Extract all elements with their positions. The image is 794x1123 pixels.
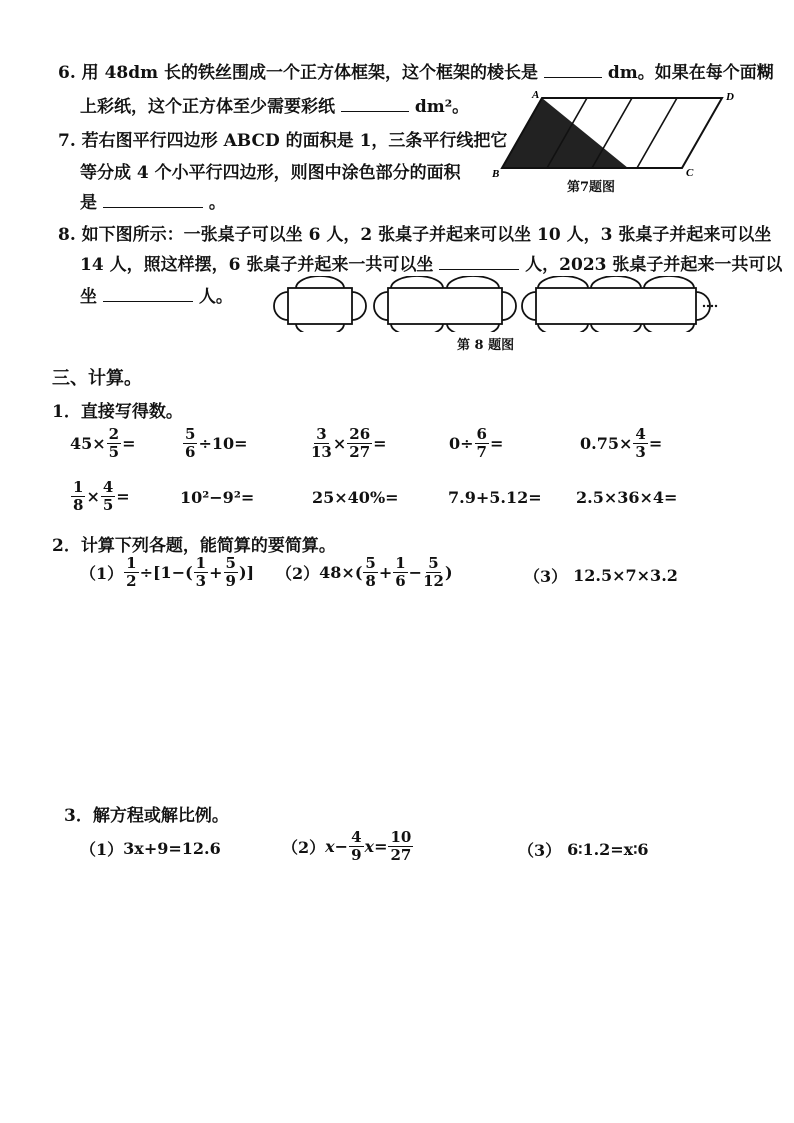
eq2-fraction-1	[349, 830, 363, 863]
q7-line2	[80, 158, 461, 183]
direct-expr-1	[70, 427, 136, 460]
q8-one-table	[274, 276, 366, 332]
calc-problem-3	[524, 564, 678, 587]
eq2-b: x=	[364, 837, 388, 856]
direct-expr-6	[70, 480, 130, 513]
expr4-num: 6	[476, 425, 487, 443]
q6-number: 6.	[58, 63, 76, 83]
q7-answer-blank[interactable]	[103, 193, 203, 208]
calc1-plus: +	[209, 563, 223, 582]
q6-text-1b: dm。如果在每个面糊	[607, 63, 774, 83]
expr2-b: ÷10=	[198, 434, 248, 453]
calc2-fraction-2	[393, 556, 407, 589]
calc2-minus: −	[408, 563, 423, 582]
calc1-end: )]	[238, 563, 255, 582]
calc2-end: )	[444, 563, 453, 582]
calc3-text: 12.5×7×3.2	[573, 566, 678, 585]
expr6-den1: 8	[73, 496, 84, 514]
expr3-fraction-2	[347, 427, 372, 460]
expr4-eq: =	[489, 434, 504, 453]
expr6-eq: =	[116, 487, 130, 506]
calc2-fraction-3	[423, 556, 444, 589]
q8-text-3a: 坐	[80, 287, 97, 307]
eq3-label: （3）	[518, 841, 562, 860]
calc2-a: 48×(	[319, 563, 363, 582]
eq2-fraction-2	[388, 830, 413, 863]
q7-label-d: D	[726, 91, 734, 103]
equation-2	[282, 830, 414, 863]
eq1-text: 3x+9=12.6	[123, 839, 221, 858]
expr1-num: 2	[108, 425, 120, 443]
direct-expr-10: 2.5×36×4=	[576, 488, 678, 507]
section3-title: 三、计算。	[52, 368, 142, 389]
q7-text-3a: 是	[80, 193, 97, 213]
expr6-num1: 1	[73, 478, 84, 496]
calc2-plus: +	[378, 563, 393, 582]
q8-number: 8.	[58, 225, 76, 245]
expr3-fraction-1	[311, 427, 332, 460]
q8-text-1: 如下图所示：一张桌子可以坐 6 人，2 张桌子并起来可以坐 10 人，3 张桌子并起来可以坐	[81, 225, 772, 245]
q6-text-2a: 上彩纸，这个正方体至少需要彩纸	[80, 97, 335, 117]
calc2-num3: 5	[428, 554, 439, 572]
q7-line1	[58, 126, 507, 151]
section3-sub3: 3．解方程或解比例。	[64, 806, 229, 826]
eq2-num1: 4	[351, 828, 362, 846]
expr3-op: ×	[332, 434, 347, 453]
expr2-den: 6	[185, 443, 196, 461]
calc1-den3: 9	[225, 572, 236, 590]
calc2-den3: 12	[423, 572, 444, 590]
calc1-label: （1）	[80, 564, 124, 583]
direct-expr-9: 7.9+5.12=	[448, 488, 542, 507]
expr1-fraction	[107, 427, 121, 460]
q8-2023-tables-blank[interactable]	[103, 287, 193, 302]
expr6-fraction-1	[71, 480, 85, 513]
calc1-den2: 3	[195, 572, 207, 590]
expr1-a: 45×	[70, 434, 106, 453]
expr2-fraction	[183, 427, 197, 460]
q8-line1	[58, 220, 771, 245]
q6-line2	[80, 92, 469, 117]
q7-figure-caption: 第7题图	[567, 180, 616, 195]
q7-label-b: B	[492, 168, 500, 180]
q8-tables-figure	[270, 276, 720, 332]
q7-text-2: 等分成 4 个小平行四边形，则图中涂色部分的面积	[80, 163, 461, 183]
expr2-num: 5	[185, 425, 196, 443]
expr3-den1: 13	[311, 443, 332, 461]
q8-text-2b: 人，2023 张桌子并起来一共可以	[525, 255, 783, 275]
direct-expr-2	[182, 427, 248, 460]
direct-expr-3	[310, 427, 387, 460]
calc1-den1: 2	[126, 572, 137, 590]
eq2-a: x−	[325, 837, 349, 856]
calc1-fraction-3	[224, 556, 238, 589]
expr3-num1: 3	[316, 425, 327, 443]
eq1-label: （1）	[80, 840, 124, 859]
expr4-fraction	[475, 427, 489, 460]
expr5-den: 3	[635, 443, 646, 461]
eq2-label: （2）	[282, 838, 326, 857]
q7-label-a: A	[532, 89, 540, 101]
direct-expr-7: 10²−9²=	[180, 488, 255, 507]
direct-expr-8: 25×40%=	[312, 488, 399, 507]
expr1-den: 5	[108, 443, 120, 461]
q8-three-tables	[522, 276, 710, 332]
eq3-text: 6∶1.2=x∶6	[567, 840, 649, 859]
expr3-eq: =	[373, 434, 387, 453]
section3-sub2: 2．计算下列各题，能简算的要简算。	[52, 536, 336, 556]
expr3-den2: 27	[349, 443, 371, 461]
q7-text-3b: 。	[208, 193, 226, 213]
calc1-num1: 1	[126, 554, 137, 572]
q7-parallelogram-figure	[490, 88, 740, 180]
q6-text-2b: dm²。	[414, 97, 470, 117]
calc2-label: （2）	[276, 564, 320, 583]
direct-expr-5	[580, 427, 662, 460]
calc1-fraction-2	[194, 556, 208, 589]
expr5-fraction	[633, 427, 647, 460]
q6-line1	[58, 58, 774, 83]
q7-text-1: 若右图平行四边形 ABCD 的面积是 1，三条平行线把它	[81, 131, 508, 151]
expr4-a: 0÷	[449, 434, 474, 453]
calc3-label: （3）	[524, 567, 568, 586]
equation-1	[80, 837, 221, 860]
calc-problem-1	[80, 556, 254, 589]
q7-label-c: C	[686, 167, 694, 179]
expr4-den: 7	[476, 443, 487, 461]
q8-figure-caption: 第 8 题图	[457, 338, 515, 353]
q7-parallel-line-3	[637, 98, 677, 168]
q6-edge-blank[interactable]	[544, 63, 602, 78]
eq2-den1: 9	[351, 846, 362, 864]
calc1-mid: ÷[1−(	[139, 563, 193, 582]
calc2-den2: 6	[395, 572, 406, 590]
q8-two-tables	[374, 276, 516, 332]
eq2-num2: 10	[390, 828, 412, 846]
q6-text-1a: 用 48dm 长的铁丝围成一个正方体框架，这个框架的棱长是	[81, 63, 539, 83]
expr3-num2: 26	[349, 425, 371, 443]
expr6-num2: 4	[102, 478, 114, 496]
expr5-eq: =	[648, 434, 663, 453]
calc-problem-2	[276, 556, 453, 589]
calc2-den1: 8	[365, 572, 376, 590]
q7-number: 7.	[58, 131, 76, 151]
eq2-den2: 27	[390, 846, 412, 864]
calc2-num2: 1	[395, 554, 406, 572]
expr6-op: ×	[86, 487, 100, 506]
q8-text-3b: 人。	[198, 287, 233, 307]
calc1-num3: 5	[225, 554, 236, 572]
calc1-fraction-1	[124, 556, 138, 589]
equation-3	[518, 838, 649, 861]
q7-line3	[80, 188, 226, 213]
calc2-num1: 5	[365, 554, 376, 572]
calc1-num2: 1	[195, 554, 207, 572]
q8-line2	[80, 250, 782, 275]
expr5-a: 0.75×	[580, 434, 633, 453]
calc2-fraction-1	[363, 556, 377, 589]
q6-area-blank[interactable]	[341, 97, 409, 112]
expr5-num: 4	[635, 425, 646, 443]
expr6-den2: 5	[102, 496, 114, 514]
expr6-fraction-2	[101, 480, 115, 513]
expr1-eq: =	[122, 434, 136, 453]
q8-line3	[80, 282, 233, 307]
section3-sub1: 1．直接写得数。	[52, 402, 183, 422]
direct-expr-4	[449, 427, 503, 460]
q8-text-2a: 14 人，照这样摆，6 张桌子并起来一共可以坐	[80, 255, 434, 275]
q8-six-tables-blank[interactable]	[439, 255, 519, 270]
